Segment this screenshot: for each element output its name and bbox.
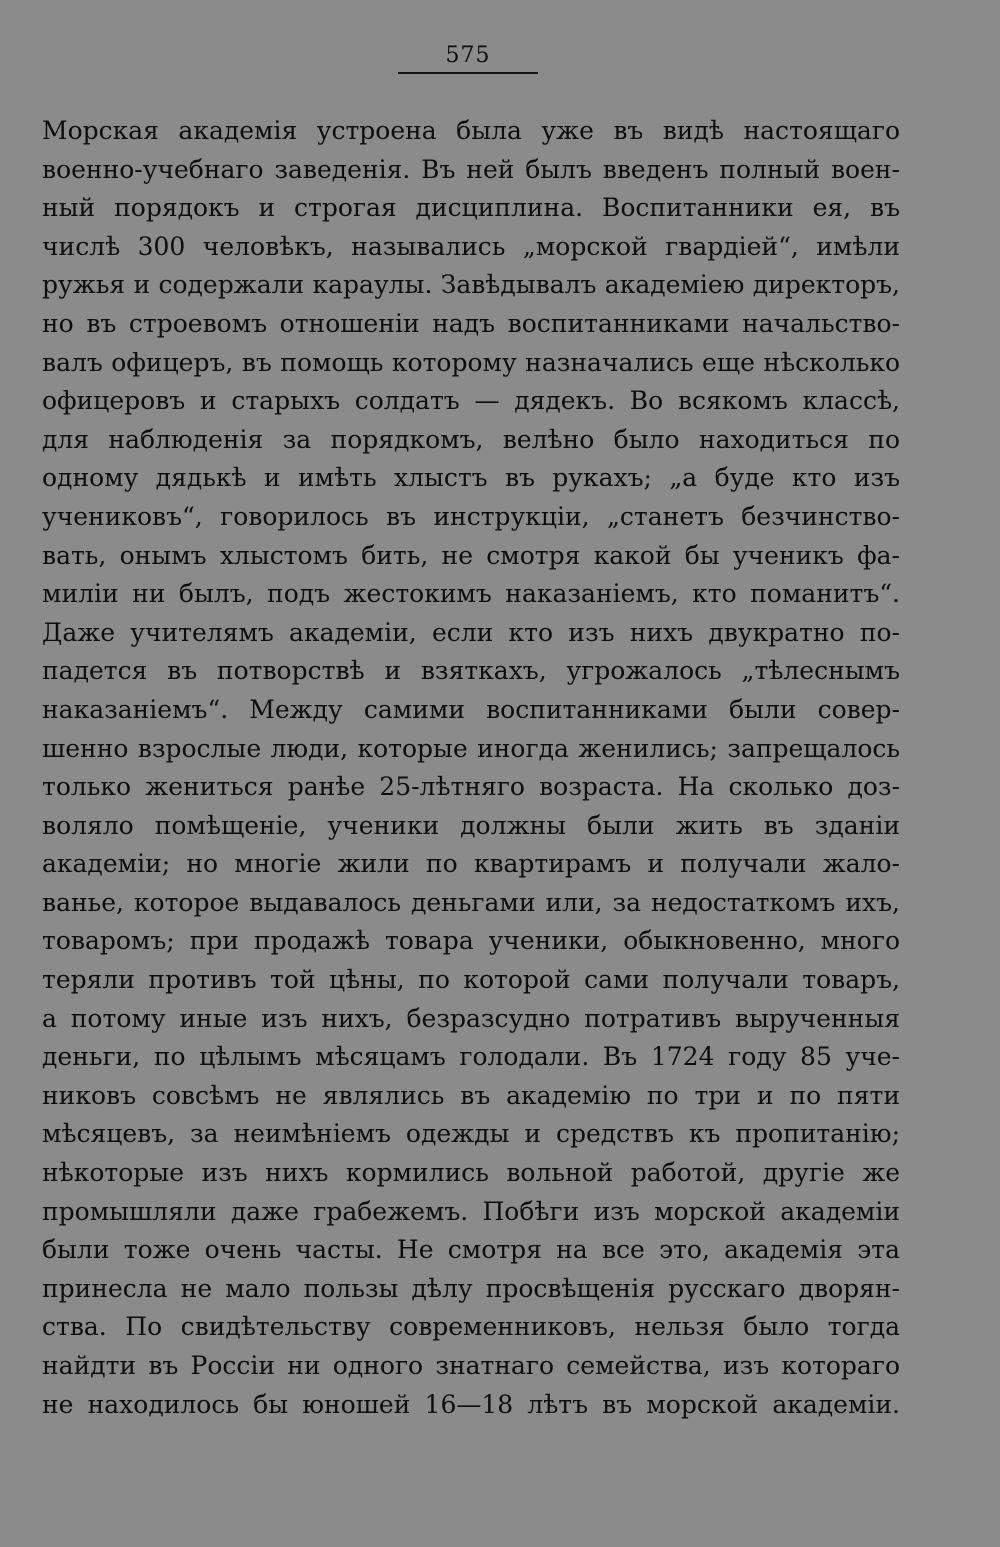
text-line: мѣсяцевъ, за неимѣніемъ одежды и средствъ къ пропитанію; bbox=[42, 1119, 900, 1149]
text-line: никовъ совсѣмъ не являлись въ академію по три и по пяти bbox=[42, 1080, 900, 1110]
text-line: учениковъ“, говорилось въ инструкціи, „станетъ безчинство- bbox=[42, 501, 900, 531]
text-line: ванье, которое выдавалось деньгами или, за недостаткомъ ихъ, bbox=[42, 887, 900, 917]
text-line: промышляли даже грабежемъ. Побѣги изъ морской академіи bbox=[42, 1196, 900, 1226]
header-rule bbox=[398, 72, 538, 74]
text-line: академіи; но многіе жили по квартирамъ и получали жало- bbox=[42, 849, 900, 879]
text-line: деньги, по цѣлымъ мѣсяцамъ голодали. Въ 1724 году 85 уче- bbox=[42, 1042, 900, 1072]
text-line: не находилось бы юношей 16—18 лѣтъ въ морской академіи. bbox=[42, 1389, 900, 1419]
text-line: ства. По свидѣтельству современниковъ, нельзя было тогда bbox=[42, 1312, 900, 1342]
text-line: а потому иные изъ нихъ, безразсудно потративъ вырученныя bbox=[42, 1003, 900, 1033]
body-text bbox=[42, 112, 900, 1424]
text-line: наказаніемъ“. Между самими воспитанниками были совер- bbox=[42, 694, 900, 724]
text-line: воляло помѣщеніе, ученики должны были жить въ зданіи bbox=[42, 810, 900, 840]
text-line: теряли противъ той цѣны, по которой сами получали товаръ, bbox=[42, 965, 900, 995]
text-line: миліи ни былъ, подъ жестокимъ наказаніемъ, кто поманитъ“. bbox=[42, 579, 900, 609]
text-line: принесла не мало пользы дѣлу просвѣщенія русскаго дворян- bbox=[42, 1273, 900, 1303]
text-line: ный порядокъ и строгая дисциплина. Воспитанники ея, въ bbox=[42, 193, 900, 223]
text-line: но въ строевомъ отношеніи надъ воспитанниками начальство- bbox=[42, 308, 900, 338]
text-line: нѣкоторые изъ нихъ кормились вольной работой, другіе же bbox=[42, 1158, 900, 1188]
text-line: были тоже очень часты. Не смотря на все это, академія эта bbox=[42, 1235, 900, 1265]
text-line: Морская академія устроена была уже въ видѣ настоящаго bbox=[42, 116, 900, 145]
text-line: ружья и содержали караулы. Завѣдывалъ академіею директоръ, bbox=[42, 270, 900, 300]
text-line: для наблюденія за порядкомъ, велѣно было находиться по bbox=[42, 424, 900, 454]
text-line: шенно взрослые люди, которые иногда женились; запрещалось bbox=[42, 733, 900, 763]
text-line: валъ офицеръ, въ помощь которому назначались еще нѣсколько bbox=[42, 347, 900, 377]
text-line: офицеровъ и старыхъ солдатъ — дядекъ. Во всякомъ классѣ, bbox=[42, 386, 900, 416]
text-line: вать, онымъ хлыстомъ бить, не смотря какой бы ученикъ фа- bbox=[42, 540, 900, 570]
text-line: падется въ потворствѣ и взяткахъ, угрожалось „тѣлеснымъ bbox=[42, 656, 900, 686]
text-line: военно-учебнаго заведенія. Въ ней былъ введенъ полный воен- bbox=[42, 154, 900, 184]
text-line: только жениться ранѣе 25-лѣтняго возраста. На сколько доз- bbox=[42, 772, 900, 802]
page-number: 575 bbox=[445, 43, 491, 68]
text-line: одному дядькѣ и имѣть хлыстъ въ рукахъ; „а буде кто изъ bbox=[42, 463, 900, 493]
text-line: товаромъ; при продажѣ товара ученики, обыкновенно, много bbox=[42, 926, 900, 956]
text-line: числѣ 300 человѣкъ, назывались „морской гвардіей“, имѣли bbox=[42, 231, 900, 261]
text-line: Даже учителямъ академіи, если кто изъ нихъ двукратно по- bbox=[42, 617, 900, 647]
text-line: найдти въ Россіи ни одного знатнаго семейства, изъ котораго bbox=[42, 1351, 900, 1380]
